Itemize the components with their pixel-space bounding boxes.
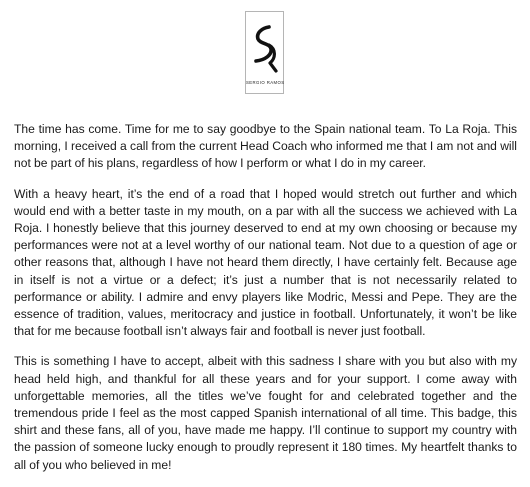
logo-brand-text: SERGIO RAMOS — [246, 80, 285, 85]
letter-paragraph: With a heavy heart, it’s the end of a road that I hoped would stretch out further and which would end with a better taste in my mouth, on a par with all the success we achieved with La Roja. I honestly believe that this journey deserved to end at my own choosing or because my performances were not at a level worthy of our national team. Not due to a question of age or other reasons that, although I have not heard them directly, I have certainly felt. Because age in itself is not a virtue or a defect; it’s just a number that is not necessarily related to performance or ability. I admire and envy players like Modric, Messi and Pepe. They are the essence of tradition, values, meritocracy and justice in football. Unfortunately, it won’t be like that for me because football isn’t always fair and football is never just football. — [14, 186, 517, 339]
letter-paragraph: This is something I have to accept, albeit with this sadness I share with you but also with my head held high, and thankful for all these years and for your support. I come away with unforgettable memories, all the titles we’ve fought for and celebrated together and the tremendous pride I feel as the most capped Spanish international of all time. This badge, this shirt and these fans, all of you, have made me happy. I’ll continue to support my country with the passion of someone lucky enough to proudly represent it 180 times. My heartfelt thanks to all of you who believed in me! — [14, 354, 517, 472]
sergio-ramos-sr-monogram-icon — [250, 25, 280, 73]
letter-paragraph: The time has come. Time for me to say goodbye to the Spain national team. To La Roja. This morning, I received a call from the current Head Coach who informed me that I am not and will not be part of his plans, regardless of how I perform or what I do in my career. — [14, 122, 517, 171]
letter-body — [14, 121, 517, 487]
logo-card — [245, 11, 284, 94]
